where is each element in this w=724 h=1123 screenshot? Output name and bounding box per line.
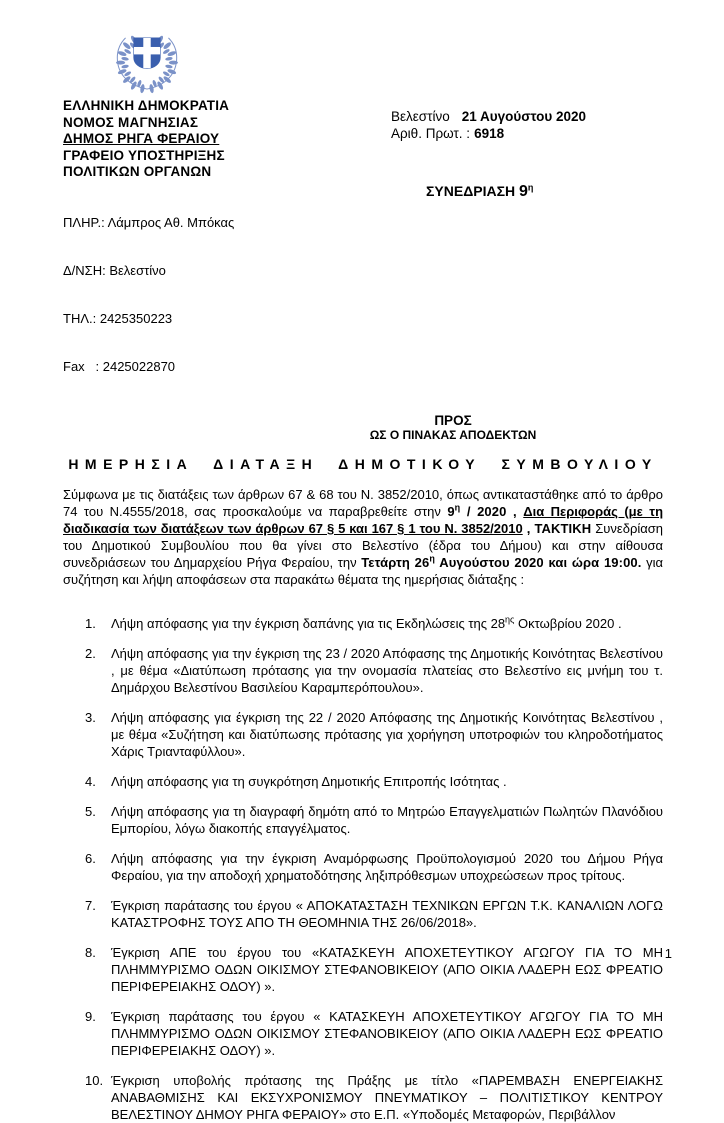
date-line	[391, 108, 663, 125]
place-label: Βελεστίνο	[391, 109, 450, 124]
recipient-line: ΩΣ Ο ΠΙΝΑΚΑΣ ΑΠΟΔΕΚΤΩΝ	[369, 427, 537, 442]
letterhead-left	[63, 28, 318, 181]
page-title: ΗΜΕΡΗΣΙΑ ΔΙΑΤΑΞΗ ΔΗΜΟΤΙΚΟΥ ΣΥΜΒΟΥΛΙΟΥ	[68, 455, 658, 472]
intro-text: Συνεδρίαση του Δημοτικού Συμβουλίου που θα γίνει στο Βελεστίνο (έδρα του Δήμου) και στην αίθουσα συνεδριάσεων του Δημαρχείου Ρήγα Φεραίου, την	[63, 520, 663, 570]
regular-session-bold: , ΤΑΚΤΙΚΗ	[522, 520, 596, 536]
contact-address: Δ/ΝΣΗ: Βελεστίνο	[63, 262, 166, 278]
intro-text: Σύμφωνα με τις διατάξεις των άρθρων 67 & 68 του Ν. 3852/2010, όπως αντικαταστάθηκε από το άρθρο 74 του Ν.4555/2018, σας προσκαλούμε να παραβρεθείτε στην	[63, 486, 663, 519]
page-number: 1	[664, 946, 672, 961]
greek-national-emblem-icon	[103, 28, 191, 94]
agency-line: ΓΡΑΦΕΙΟ ΥΠΟΣΤΗΡΙΞΗΣ	[63, 147, 225, 163]
agenda-list	[85, 615, 663, 1123]
agenda-item: Λήψη απόφασης για τη διαγραφή δημότη από το Μητρώο Επαγγελματιών Πωλητών Πλανόδιου Εμπορίου, λόγω διακοπής επαγγέλματος.	[111, 803, 663, 836]
document-date: 21 Αυγούστου 2020	[461, 109, 586, 124]
letterhead	[63, 28, 663, 181]
agency-line-municipality: ΔΗΜΟΣ ΡΗΓΑ ΦΕΡΑΙΟΥ	[63, 131, 220, 146]
recipient-block	[233, 413, 673, 442]
agenda-item: Έγκριση παράτασης του έργου « ΑΠΟΚΑΤΑΣΤΑΣΗ ΤΕΧΝΙΚΩΝ ΕΡΓΩΝ Τ.Κ. ΚΑΝΑΛΙΩΝ ΛΟΓΩ ΚΑΤΑΣΤΡΟΦΗΣ ΤΟΥΣ ΑΠΟ ΤΗ ΘΕΟΜΗΝΙΑ ΤΗΣ 26/06/2018».	[111, 897, 663, 930]
recipient-to-label: ΠΡΟΣ	[434, 412, 472, 428]
meeting-datetime-bold: Τετάρτη $26^\eta$ Αυγούστου 2020 και ώρα 19:00.	[361, 553, 642, 570]
session-ordinal-suffix: η	[527, 181, 534, 192]
agency-line: ΕΛΛΗΝΙΚΗ ΔΗΜΟΚΡΑΤΙΑ	[63, 98, 230, 113]
agency-line: ΠΟΛΙΤΙΚΩΝ ΟΡΓΑΝΩΝ	[63, 164, 212, 179]
agenda-item: Έγκριση παράτασης του έργου « ΚΑΤΑΣΚΕΥΗ ΑΠΟΧΕΤΕΥΤΙΚΟΥ ΑΓΩΓΟΥ ΓΙΑ ΤΟ ΜΗ ΠΛΗΜΜΥΡΙΣΜΟ ΟΔΩΝ ΟΙΚΙΣΜΟΥ ΣΤΕΦΑΝΟΒΙΚΕΙΟΥ (ΑΠΟ ΟΙΚΙΑ ΛΑΔΕΡΗ ΕΩΣ ΦΡΕΑΤΙΟ ΠΕΡΙΦΕΡΕΙΑΚΗΣ ΟΔΟΥ) ».	[111, 1008, 663, 1058]
session-number: 9	[519, 182, 528, 200]
agenda-item: Λήψη απόφασης για την έγκριση Αναμόρφωσης Προϋπολογισμού 2020 του Δήμου Ρήγα Φεραίου, για την αποδοχή χρηματοδότησης ληξιπρόθεσμων υποχρεώσεων προς τρίτους.	[111, 850, 663, 883]
contact-phone: ΤΗΛ.: 2425350223	[63, 310, 173, 326]
agenda-item: Λήψη απόφασης για την έγκριση της 23 / 2020 Απόφασης της Δημοτικής Κοινότητας Βελεστίνου , με θέμα «Διατύπωση πρότασης για την ονομασία πλατείας στο Βελεστίνο εις μνήμη του τ. Δημάρχου Βελεστίνου Βασιλείου Καραμπερόπουλου».	[111, 645, 663, 695]
session-ref-bold: $9^\eta / 2020$ ,	[447, 502, 524, 519]
agency-line: ΝΟΜΟΣ ΜΑΓΝΗΣΙΑΣ	[63, 114, 199, 130]
agency-block	[63, 98, 318, 181]
contact-clerk: ΠΛΗΡ.: Λάμπρος Αθ. Μπόκας	[63, 214, 235, 230]
protocol-number: 6918	[474, 126, 505, 141]
agenda-item: Έγκριση υποβολής πρότασης της Πράξης με τίτλο «ΠΑΡΕΜΒΑΣΗ ΕΝΕΡΓΕΙΑΚΗΣ ΑΝΑΒΑΘΜΙΣΗΣ ΚΑΙ ΕΚΣΥΧΡΟΝΙΣΜΟΥ ΠΝΕΥΜΑΤΙΚΟΥ – ΠΟΛΙΤΙΣΤΙΚΟΥ ΚΕΝΤΡΟΥ ΒΕΛΕΣΤΙΝΟΥ ΔΗΜΟΥ ΡΗΓΑ ΦΕΡΑΙΟΥ» στο Ε.Π. «Υποδομές Μεταφορών, Περιβάλλον	[111, 1072, 663, 1122]
agenda-item: Λήψη απόφασης για την έγκριση δαπάνης για τις Εκδηλώσεις της $28^{\eta\varsigma}$ Οκτωβρίου 2020 .	[111, 614, 622, 631]
contact-session-row	[63, 183, 663, 407]
agenda-item: Λήψη απόφασης για έγκριση της 22 / 2020 Απόφασης της Δημοτικής Κοινότητας Βελεστίνου , με θέμα «Συζήτηση και διατύπωσης πρότασης για χορήγηση υποτροφιών του κληροδοτήματος Χάρις Τριανταφύλλου».	[111, 709, 663, 759]
agenda-item: Έγκριση ΑΠΕ του έργου του «ΚΑΤΑΣΚΕΥΗ ΑΠΟΧΕΤΕΥΤΙΚΟΥ ΑΓΩΓΟΥ ΓΙΑ ΤΟ ΜΗ ΠΛΗΜΜΥΡΙΣΜΟ ΟΔΩΝ ΟΙΚΙΣΜΟΥ ΣΤΕΦΑΝΟΒΙΚΕΙΟΥ (ΑΠΟ ΟΙΚΙΑ ΛΑΔΕΡΗ ΕΩΣ ΦΡΕΑΤΙΟ ΠΕΡΙΦΕΡΕΙΑΚΗΣ ΟΔΟΥ) ».	[111, 944, 663, 994]
session-label: ΣΥΝΕΔΡΙΑΣΗ	[426, 182, 516, 199]
contact-block	[63, 183, 234, 407]
procedure-bold-underline: Δια Περιφοράς (με τη διαδικασία των διατάξεων των άρθρων 67 § 5 και 167 § 1 του Ν. 3852/2010	[63, 503, 664, 536]
intro-text: για συζήτηση και λήψη αποφάσεων στα παρακάτω θέματα της ημερήσιας διάταξης :	[63, 554, 664, 587]
protocol-line	[391, 125, 663, 142]
protocol-label: Αριθ. Πρωτ. :	[391, 126, 471, 141]
contact-fax: Fax : 2425022870	[63, 358, 176, 374]
agenda-item: Λήψη απόφασης για τη συγκρότηση Δημοτικής Επιτροπής Ισότητας .	[111, 773, 507, 789]
session-heading	[391, 183, 663, 407]
intro-paragraph	[63, 486, 663, 588]
letterhead-right	[391, 108, 663, 181]
